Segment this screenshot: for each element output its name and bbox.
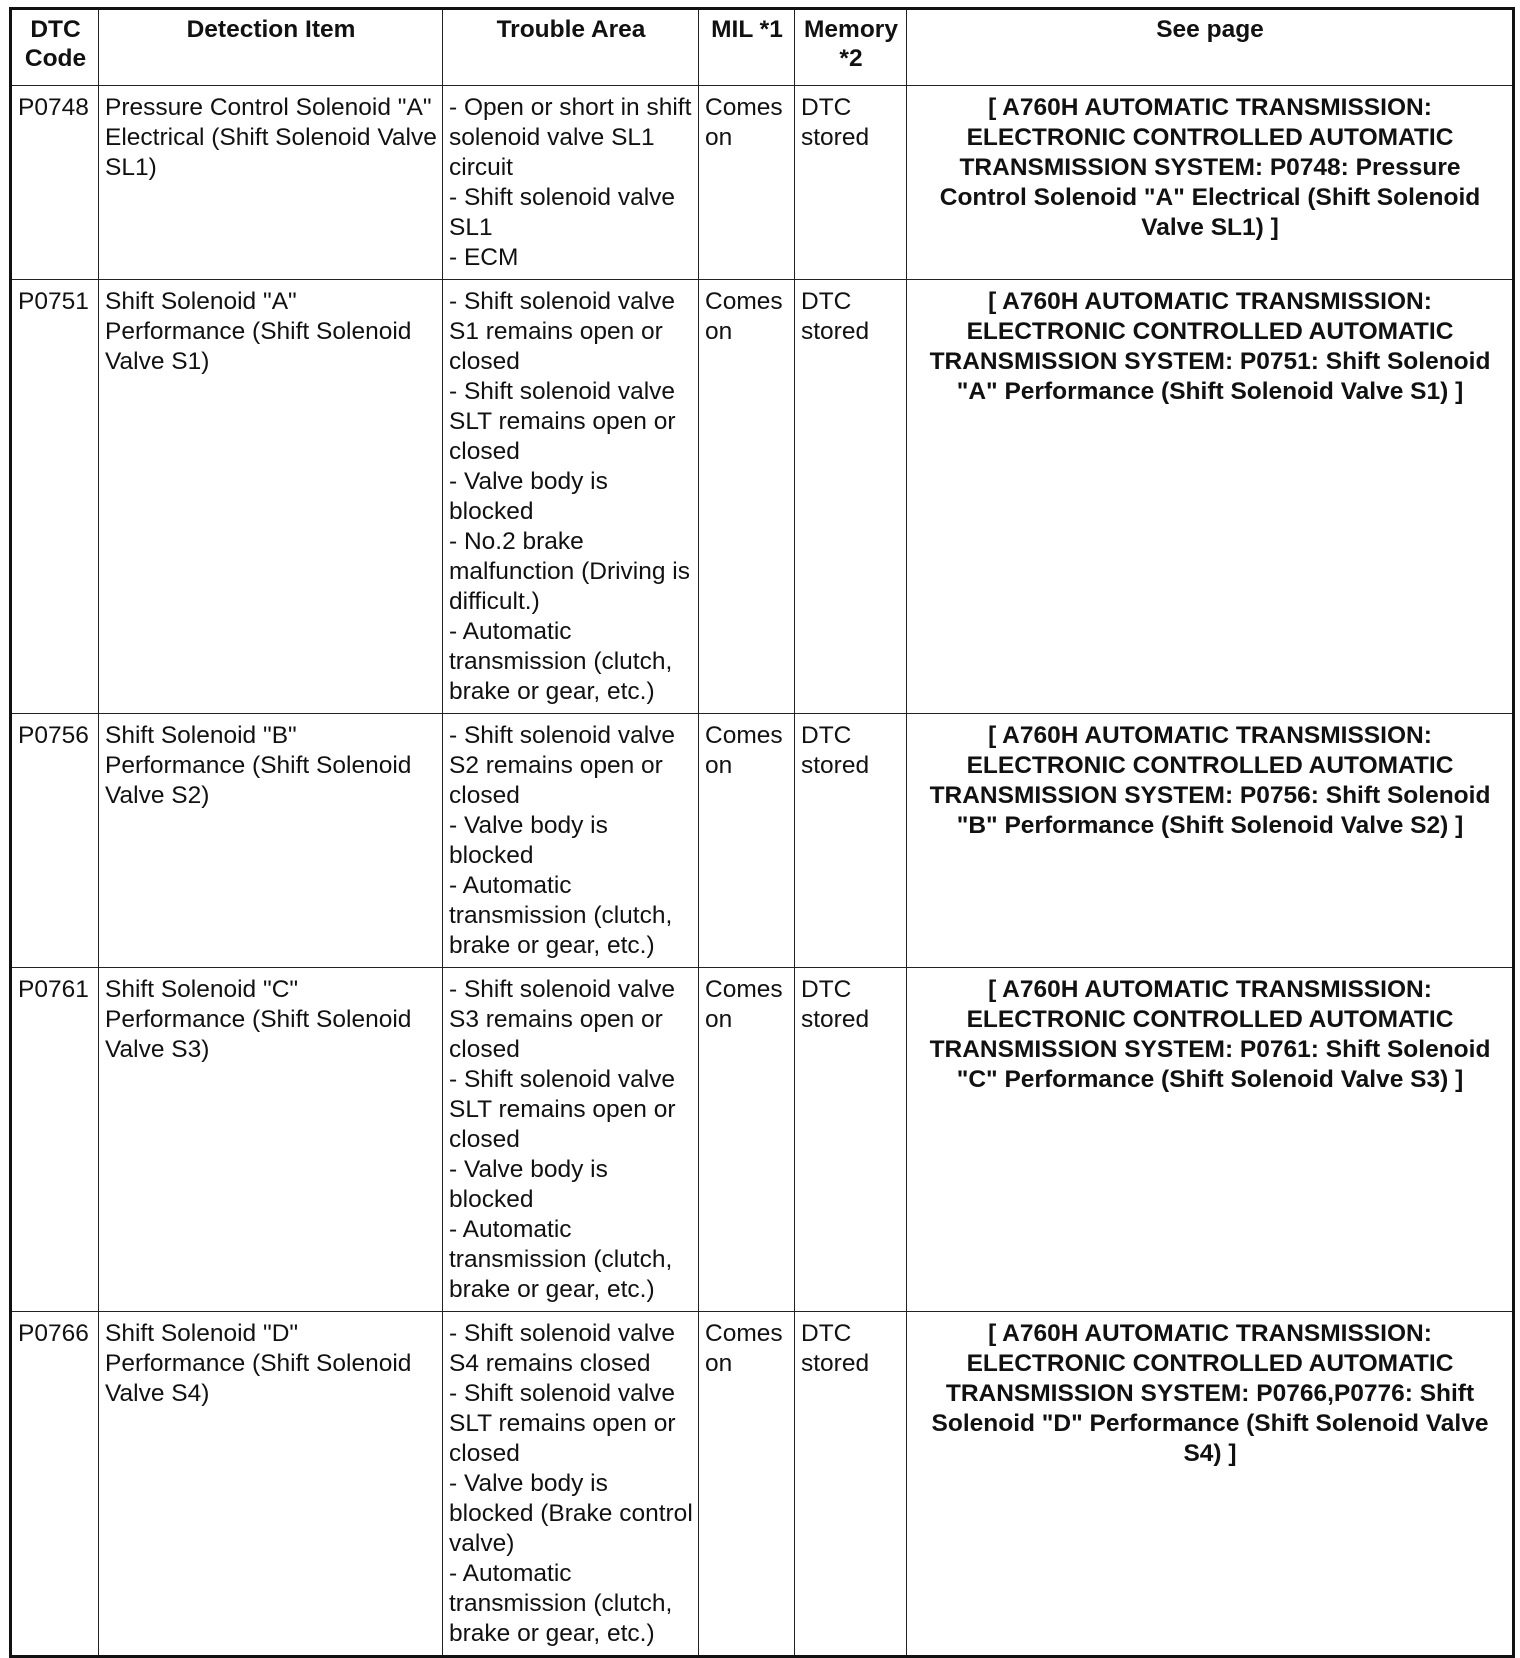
table-row	[11, 280, 1514, 714]
trouble-area-cell	[443, 280, 699, 714]
trouble-area-entry: - ECM	[449, 244, 519, 271]
table-header-row	[11, 9, 1514, 86]
trouble-area-entry: - Automatic transmission (clutch, brake or gear, etc.)	[449, 872, 673, 959]
mil-cell: Comes on	[699, 714, 795, 968]
trouble-area-entry: - Valve body is blocked (Brake control valve)	[449, 1470, 693, 1557]
table-row	[11, 86, 1514, 280]
detection-item-cell: Pressure Control Solenoid "A" Electrical (Shift Solenoid Valve SL1)	[99, 86, 443, 280]
header-mil: MIL *1	[699, 9, 795, 86]
header-dtc-code-line-2: Code	[24, 45, 87, 72]
header-dtc-code-line-1: DTC	[30, 16, 81, 43]
header-trouble-area: Trouble Area	[443, 9, 699, 86]
trouble-area-cell	[443, 968, 699, 1312]
header-dtc-code	[11, 9, 99, 86]
trouble-area-entry: - Valve body is blocked	[449, 468, 608, 525]
memory-cell: DTC stored	[795, 714, 907, 968]
memory-cell: DTC stored	[795, 86, 907, 280]
memory-cell: DTC stored	[795, 1312, 907, 1657]
dtc-code-cell: P0751	[11, 280, 99, 714]
see-page-link[interactable]: [ A760H AUTOMATIC TRANSMISSION: ELECTRONIC CONTROLLED AUTOMATIC TRANSMISSION SYSTEM: P0748: Pressure Control Solenoid "A" Electrical (Shift Solenoid Valve SL1) ]	[907, 86, 1514, 280]
header-memory-line-2: *2	[839, 45, 863, 72]
trouble-area-entry: - Shift solenoid valve SL1	[449, 184, 676, 241]
dtc-table	[9, 7, 1515, 1658]
mil-cell: Comes on	[699, 86, 795, 280]
trouble-area-entry: - Automatic transmission (clutch, brake or gear, etc.)	[449, 1216, 673, 1303]
trouble-area-entry: - Shift solenoid valve S3 remains open or closed	[449, 976, 676, 1063]
see-page-link[interactable]: [ A760H AUTOMATIC TRANSMISSION: ELECTRONIC CONTROLLED AUTOMATIC TRANSMISSION SYSTEM: P0756: Shift Solenoid "B" Performance (Shift Solenoid Valve S2) ]	[907, 714, 1514, 968]
trouble-area-entry: - Shift solenoid valve S4 remains closed	[449, 1320, 676, 1377]
memory-cell: DTC stored	[795, 968, 907, 1312]
trouble-area-entry: - Shift solenoid valve SLT remains open or closed	[449, 378, 676, 465]
memory-cell: DTC stored	[795, 280, 907, 714]
detection-item-cell: Shift Solenoid "D" Performance (Shift Solenoid Valve S4)	[99, 1312, 443, 1657]
table-row	[11, 1312, 1514, 1657]
trouble-area-cell	[443, 86, 699, 280]
see-page-link[interactable]: [ A760H AUTOMATIC TRANSMISSION: ELECTRONIC CONTROLLED AUTOMATIC TRANSMISSION SYSTEM: P0751: Shift Solenoid "A" Performance (Shift Solenoid Valve S1) ]	[907, 280, 1514, 714]
trouble-area-entry: - Valve body is blocked	[449, 1156, 608, 1213]
trouble-area-entry: - Open or short in shift solenoid valve SL1 circuit	[449, 94, 692, 181]
see-page-link[interactable]: [ A760H AUTOMATIC TRANSMISSION: ELECTRONIC CONTROLLED AUTOMATIC TRANSMISSION SYSTEM: P0766,P0776: Shift Solenoid "D" Performance (Shift Solenoid Valve S4) ]	[907, 1312, 1514, 1657]
trouble-area-entry: - Shift solenoid valve S2 remains open or closed	[449, 722, 676, 809]
header-memory-line-1: Memory	[804, 16, 898, 43]
trouble-area-entry: - Shift solenoid valve SLT remains open or closed	[449, 1066, 676, 1153]
dtc-code-cell: P0748	[11, 86, 99, 280]
table-row	[11, 968, 1514, 1312]
header-detection-item: Detection Item	[99, 9, 443, 86]
trouble-area-entry: - Automatic transmission (clutch, brake or gear, etc.)	[449, 618, 673, 705]
table-row	[11, 714, 1514, 968]
detection-item-cell: Shift Solenoid "A" Performance (Shift Solenoid Valve S1)	[99, 280, 443, 714]
header-memory	[795, 9, 907, 86]
trouble-area-entry: - No.2 brake malfunction (Driving is difficult.)	[449, 528, 690, 615]
dtc-code-cell: P0761	[11, 968, 99, 1312]
mil-cell: Comes on	[699, 968, 795, 1312]
detection-item-cell: Shift Solenoid "B" Performance (Shift Solenoid Valve S2)	[99, 714, 443, 968]
trouble-area-entry: - Automatic transmission (clutch, brake or gear, etc.)	[449, 1560, 673, 1647]
see-page-link[interactable]: [ A760H AUTOMATIC TRANSMISSION: ELECTRONIC CONTROLLED AUTOMATIC TRANSMISSION SYSTEM: P0761: Shift Solenoid "C" Performance (Shift Solenoid Valve S3) ]	[907, 968, 1514, 1312]
mil-cell: Comes on	[699, 1312, 795, 1657]
trouble-area-entry: - Shift solenoid valve SLT remains open or closed	[449, 1380, 676, 1467]
dtc-code-cell: P0766	[11, 1312, 99, 1657]
trouble-area-cell	[443, 714, 699, 968]
detection-item-cell: Shift Solenoid "C" Performance (Shift Solenoid Valve S3)	[99, 968, 443, 1312]
mil-cell: Comes on	[699, 280, 795, 714]
trouble-area-entry: - Valve body is blocked	[449, 812, 608, 869]
trouble-area-entry: - Shift solenoid valve S1 remains open or closed	[449, 288, 676, 375]
header-see-page: See page	[907, 9, 1514, 86]
trouble-area-cell	[443, 1312, 699, 1657]
dtc-code-cell: P0756	[11, 714, 99, 968]
